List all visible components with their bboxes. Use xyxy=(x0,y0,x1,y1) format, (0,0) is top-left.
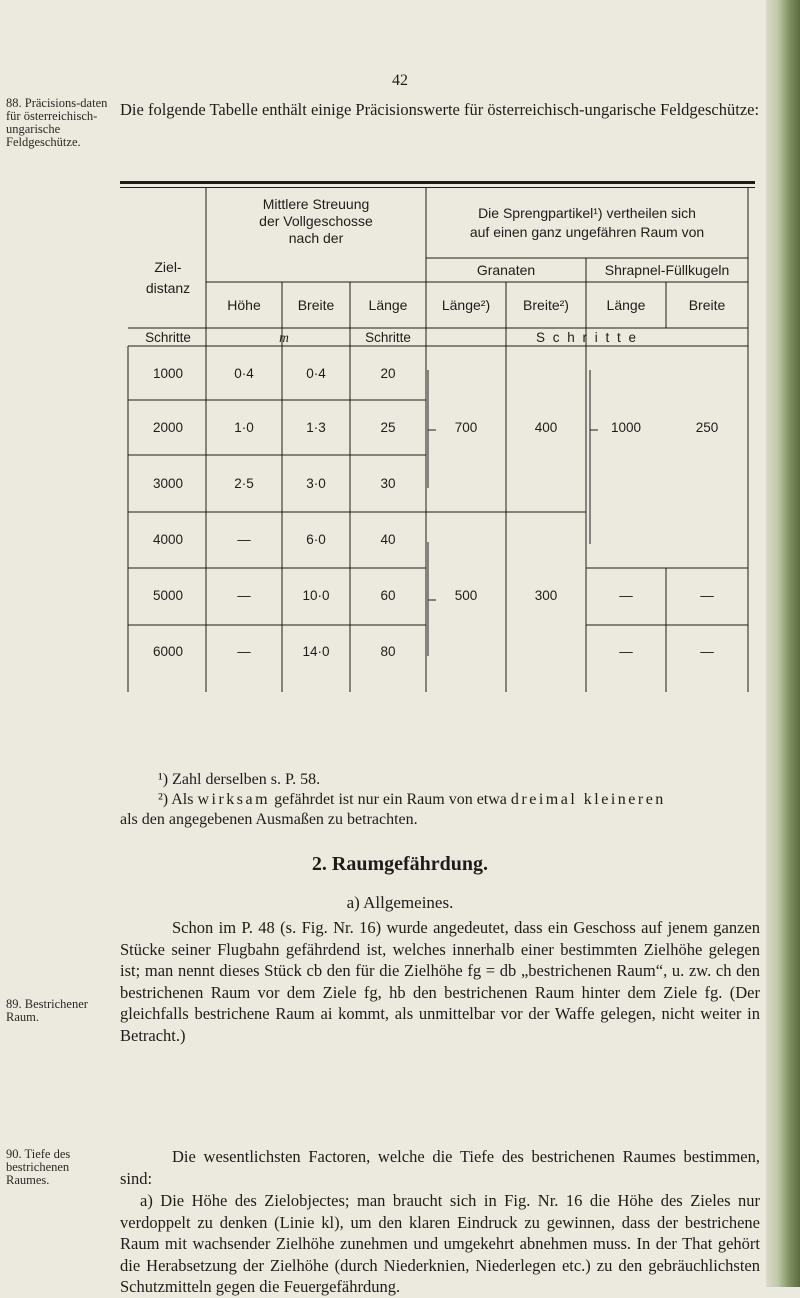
header-distanz: distanz xyxy=(145,280,191,296)
header-streuung-1: Mittlere Streuung xyxy=(262,196,370,212)
margin-note-88: 88. Präcisions-daten für österreichisch-ungarische Feldgeschütze. xyxy=(6,96,108,149)
row4-laenge: 40 xyxy=(380,532,396,547)
row3-laenge: 30 xyxy=(380,476,396,491)
footnote-2-part-a: ²) Als xyxy=(158,791,194,808)
unit-ziel: Schritte xyxy=(145,330,191,345)
header-shrapnel-breite: Breite xyxy=(688,297,726,313)
unit-spreng: S c h r i t t e xyxy=(535,330,639,345)
paragraph-bestrichener-raum xyxy=(120,917,760,1047)
footnote-2-emphasis-1: wirksam xyxy=(197,791,271,808)
footnote-2-part-c: gefährdet ist nur ein Raum von etwa xyxy=(274,791,507,808)
header-spreng-2: auf einen ganz ungefähren Raum von xyxy=(469,224,705,240)
row1-laenge: 20 xyxy=(380,366,396,381)
row1-hoehe: 0·4 xyxy=(234,366,254,381)
table-row xyxy=(153,588,396,603)
row4-distanz: 4000 xyxy=(152,532,184,547)
row5-hoehe: — xyxy=(237,588,251,603)
header-spreng-1: Die Sprengpartikel¹) vertheilen sich xyxy=(478,205,696,221)
table-row xyxy=(153,420,396,435)
shrapnel-breite-upper: 250 xyxy=(695,420,719,435)
header-streuung-2: der Vollgeschosse xyxy=(259,213,373,229)
header-hoehe: Höhe xyxy=(227,297,261,313)
header-shrapnel: Shrapnel-Füllkugeln xyxy=(604,262,730,278)
paragraph-zielhoehe xyxy=(120,1190,760,1298)
row3-distanz: 3000 xyxy=(152,476,184,491)
footnote-2-continuation: als den angegebenen Ausmaßen zu betrachten. xyxy=(120,811,418,828)
shrapnel-laenge-row5: — xyxy=(619,588,633,603)
row3-breite: 3·0 xyxy=(306,476,326,491)
footnotes xyxy=(120,770,760,830)
unit-streuung-hb: m xyxy=(279,330,289,345)
paragraph-2: Die wesentlichsten Factoren, welche die Tiefe des bestrichenen Raumes bestimmen, sind: xyxy=(120,1147,760,1188)
header-shrapnel-laenge: Länge xyxy=(606,297,646,313)
granaten-breite-lower: 300 xyxy=(534,588,558,603)
shrapnel-breite-row5: — xyxy=(700,588,714,603)
page-number: 42 xyxy=(392,72,408,89)
unit-streuung-l: Schritte xyxy=(365,330,411,345)
row6-hoehe: — xyxy=(237,644,251,659)
row2-breite: 1·3 xyxy=(306,420,326,435)
paragraph-3: a) Die Höhe des Zielobjectes; man braucht sich in Fig. Nr. 16 die Höhe des Zieles nur verdoppelt zu denken (Linie kl), um den klaren Eindruck zu gewinnen, dass der bestrichene Raum mit wachsender Zielhöhe zunehmen und umgekehrt abnehmen muss. In der That gehört die Herabsetzung der Zielhöhe (durch Niederknien, Niederlegen etc.) zu den gebräuchlichsten Schutzmitteln gegen die Feuergefährdung. xyxy=(120,1191,760,1297)
row1-breite: 0·4 xyxy=(306,366,326,381)
header-laenge: Länge xyxy=(368,297,408,313)
row6-distanz: 6000 xyxy=(152,644,184,659)
header-granaten-breite: Breite²) xyxy=(523,297,569,313)
header-breite: Breite xyxy=(297,297,335,313)
shrapnel-laenge-upper: 1000 xyxy=(610,420,642,435)
paragraph-1: Schon im P. 48 (s. Fig. Nr. 16) wurde angedeutet, dass ein Geschoss auf jenem ganzen Stücke seiner Flugbahn gefährdend ist, welches innerhalb einer bestimmten Zielhöhe gelegen ist; man nennt dieses Stück cb den für die Zielhöhe fg = db „bestrichenen Raum“, u. zw. ch den bestrichenen Raum vor dem Ziele fg, hb den bestrichenen Raum hinter dem Ziele fg. (Der gleichfalls bestrichene Raum ai kommt, als unmittelbar vor der Waffe gelegen, nicht weiter in Betracht.) xyxy=(120,918,760,1045)
row6-breite: 14·0 xyxy=(302,644,330,659)
row1-distanz: 1000 xyxy=(152,366,184,381)
row2-hoehe: 1·0 xyxy=(234,420,254,435)
table-row xyxy=(153,366,396,381)
granaten-laenge-lower: 500 xyxy=(454,588,478,603)
row5-laenge: 60 xyxy=(380,588,396,603)
row3-hoehe: 2·5 xyxy=(234,476,254,491)
header-granaten-laenge: Länge²) xyxy=(441,297,491,313)
granaten-laenge-upper: 700 xyxy=(454,420,478,435)
row2-laenge: 25 xyxy=(380,420,396,435)
granaten-breite-upper: 400 xyxy=(534,420,558,435)
brace-granaten-lower xyxy=(428,542,436,656)
intro-text: Die folgende Tabelle enthält einige Präcisionswerte für österreichisch-ungarische Feldgeschütze: xyxy=(120,100,760,119)
margin-note-89: 89. Bestrichener Raum. xyxy=(6,997,88,1024)
row6-laenge: 80 xyxy=(380,644,396,659)
margin-note-90: 90. Tiefe des bestrichenen Raumes. xyxy=(6,1147,71,1187)
section-subheading: a) Allgemeines. xyxy=(346,893,454,912)
header-streuung-3: nach der xyxy=(288,230,344,246)
shrapnel-laenge-row6: — xyxy=(619,644,633,659)
footnote-2-emphasis-2: dreimal kleineren xyxy=(510,791,666,808)
row2-distanz: 2000 xyxy=(152,420,184,435)
paragraph-factoren xyxy=(120,1146,760,1189)
table-row xyxy=(153,532,396,547)
table-row xyxy=(153,476,396,491)
row4-breite: 6·0 xyxy=(306,532,326,547)
row5-breite: 10·0 xyxy=(302,588,330,603)
brace-granaten-upper xyxy=(428,370,436,488)
footnote-2 xyxy=(120,790,760,810)
section-heading: 2. Raumgefährdung. xyxy=(311,853,489,875)
row5-distanz: 5000 xyxy=(152,588,184,603)
brace-shrapnel xyxy=(590,370,598,544)
footnote-1: ¹) Zahl derselben s. P. 58. xyxy=(158,771,321,788)
table-row xyxy=(153,644,396,659)
header-granaten: Granaten xyxy=(476,262,536,278)
shrapnel-breite-row6: — xyxy=(700,644,714,659)
row4-hoehe: — xyxy=(237,532,251,547)
header-ziel: Ziel- xyxy=(154,259,182,275)
